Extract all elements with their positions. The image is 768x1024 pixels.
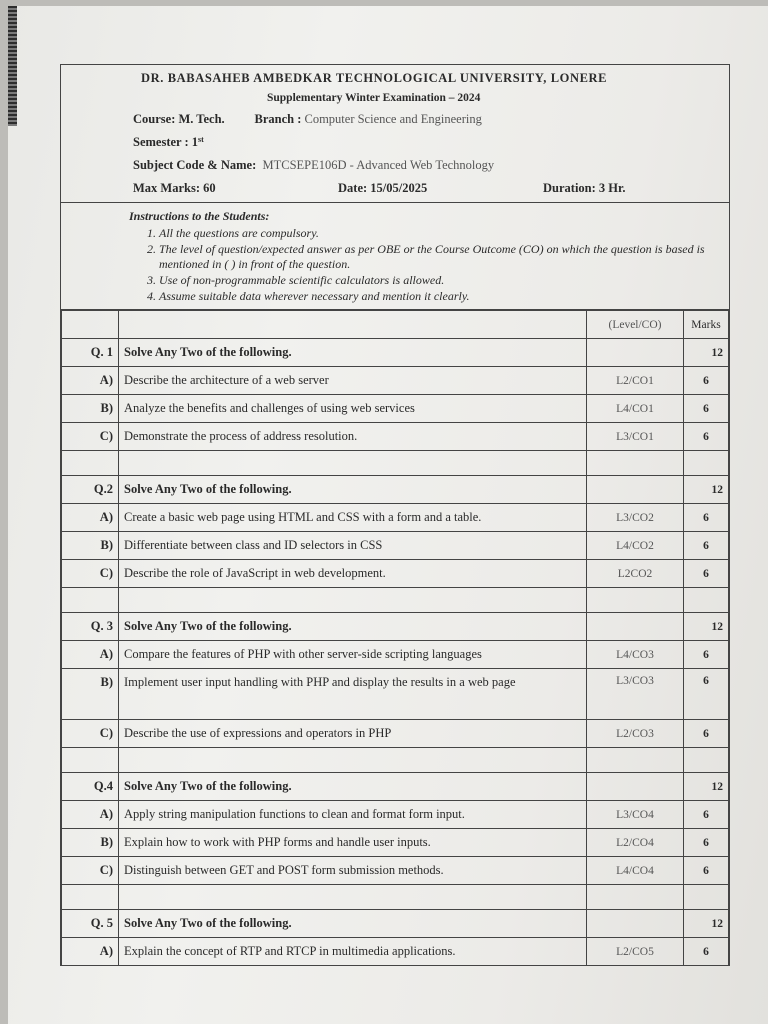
spacer-cell <box>62 588 119 613</box>
level-co-header: (Level/CO) <box>587 311 684 339</box>
question-row <box>62 339 729 367</box>
sub-question-level: L3/CO4 <box>587 801 684 829</box>
question-level-blank <box>587 613 684 641</box>
sub-question-level: L3/CO2 <box>587 504 684 532</box>
sub-question-row <box>62 395 729 423</box>
spacer-cell <box>119 451 587 476</box>
sub-question-text: Explain the concept of RTP and RTCP in multimedia applications. <box>119 938 587 966</box>
spacer-cell <box>684 748 729 773</box>
sub-question-row <box>62 367 729 395</box>
course-label: Course: <box>133 112 176 126</box>
sub-question-level: L4/CO3 <box>587 641 684 669</box>
questions-body <box>62 339 729 966</box>
sub-question-marks: 6 <box>684 395 729 423</box>
question-marks: 12 <box>684 339 729 367</box>
spacer-cell <box>587 588 684 613</box>
sub-question-marks: 6 <box>684 641 729 669</box>
question-marks: 12 <box>684 773 729 801</box>
sub-question-text: Implement user input handling with PHP and display the results in a web page <box>119 669 587 720</box>
sub-question-level: L3/CO3 <box>587 669 684 720</box>
question-row <box>62 613 729 641</box>
sub-question-label: B) <box>62 395 119 423</box>
sub-question-label: C) <box>62 560 119 588</box>
course-row <box>133 112 729 127</box>
sub-question-label: A) <box>62 641 119 669</box>
sub-question-label: A) <box>62 367 119 395</box>
question-number: Q. 5 <box>62 910 119 938</box>
spacer-row <box>62 588 729 613</box>
semester-row <box>133 135 729 150</box>
instruction-item: 2. The level of question/expected answer as per OBE or the Course Outcome (CO) on which the question is based is mentioned in ( ) in front of the question. <box>159 242 729 272</box>
sub-question-level: L2/CO5 <box>587 938 684 966</box>
question-title: Solve Any Two of the following. <box>119 613 587 641</box>
sub-question-row <box>62 532 729 560</box>
sub-question-text: Describe the architecture of a web server <box>119 367 587 395</box>
table-header-row <box>62 311 729 339</box>
sub-question-text: Describe the use of expressions and operators in PHP <box>119 720 587 748</box>
instruction-item: 4. Assume suitable data wherever necessary and mention it clearly. <box>159 289 729 304</box>
sub-question-level: L2CO2 <box>587 560 684 588</box>
exam-document <box>60 64 730 966</box>
spacer-cell <box>684 588 729 613</box>
header-blank-no <box>62 311 119 339</box>
spacer-cell <box>587 885 684 910</box>
university-name: DR. BABASAHEB AMBEDKAR TECHNOLOGICAL UNIVERSITY, LONERE <box>141 71 608 85</box>
exam-duration: Duration: 3 Hr. <box>543 181 626 195</box>
question-marks: 12 <box>684 613 729 641</box>
sub-question-text: Differentiate between class and ID selectors in CSS <box>119 532 587 560</box>
semester-value: 1 <box>191 135 199 149</box>
instruction-item: 1. All the questions are compulsory. <box>159 226 729 241</box>
sub-question-marks: 6 <box>684 367 729 395</box>
sub-question-label: A) <box>62 504 119 532</box>
instructions-title: Instructions to the Students: <box>129 209 270 223</box>
branch-value: Computer Science and Engineering <box>304 112 482 126</box>
spacer-cell <box>62 885 119 910</box>
spacer-row <box>62 748 729 773</box>
spacer-row <box>62 451 729 476</box>
question-number: Q. 3 <box>62 613 119 641</box>
question-number: Q.4 <box>62 773 119 801</box>
sub-question-label: C) <box>62 423 119 451</box>
sub-question-level: L2/CO4 <box>587 829 684 857</box>
sub-question-marks: 6 <box>684 720 729 748</box>
sub-question-marks: 6 <box>684 532 729 560</box>
marks-date-row <box>133 181 729 196</box>
question-level-blank <box>587 476 684 504</box>
sub-question-text: Create a basic web page using HTML and CSS with a form and a table. <box>119 504 587 532</box>
sub-question-label: C) <box>62 857 119 885</box>
question-row <box>62 476 729 504</box>
sub-question-marks: 6 <box>684 504 729 532</box>
marks-header: Marks <box>684 311 729 339</box>
sub-question-marks: 6 <box>684 801 729 829</box>
sub-question-text: Demonstrate the process of address resolution. <box>119 423 587 451</box>
spacer-cell <box>62 451 119 476</box>
sub-question-label: A) <box>62 801 119 829</box>
sub-question-marks: 6 <box>684 857 729 885</box>
sub-question-row <box>62 857 729 885</box>
sub-question-marks: 6 <box>684 423 729 451</box>
spacer-cell <box>587 451 684 476</box>
spacer-cell <box>587 748 684 773</box>
subject-row <box>133 158 729 173</box>
sub-question-row <box>62 669 729 720</box>
sub-question-row <box>62 938 729 966</box>
question-level-blank <box>587 773 684 801</box>
exam-title: Supplementary Winter Examination – 2024 <box>267 92 481 104</box>
semester-label: Semester : <box>133 135 189 149</box>
sub-question-text: Compare the features of PHP with other server-side scripting languages <box>119 641 587 669</box>
question-title: Solve Any Two of the following. <box>119 339 587 367</box>
question-title: Solve Any Two of the following. <box>119 476 587 504</box>
sub-question-text: Describe the role of JavaScript in web development. <box>119 560 587 588</box>
sub-question-text: Explain how to work with PHP forms and handle user inputs. <box>119 829 587 857</box>
questions-table <box>61 310 729 966</box>
sub-question-text: Apply string manipulation functions to clean and format form input. <box>119 801 587 829</box>
binder-edge <box>8 6 17 126</box>
sub-question-row <box>62 423 729 451</box>
sub-question-label: B) <box>62 829 119 857</box>
spacer-cell <box>119 748 587 773</box>
question-marks: 12 <box>684 910 729 938</box>
spacer-cell <box>119 588 587 613</box>
sub-question-row <box>62 720 729 748</box>
question-level-blank <box>587 910 684 938</box>
sub-question-row <box>62 641 729 669</box>
question-title: Solve Any Two of the following. <box>119 773 587 801</box>
course-value: M. Tech. <box>178 112 225 126</box>
exam-header <box>61 65 729 203</box>
sub-question-label: B) <box>62 669 119 720</box>
spacer-cell <box>684 885 729 910</box>
sub-question-row <box>62 801 729 829</box>
instruction-item: 3. Use of non-programmable scientific calculators is allowed. <box>159 273 729 288</box>
max-marks: Max Marks: 60 <box>133 181 216 195</box>
spacer-row <box>62 885 729 910</box>
sub-question-row <box>62 829 729 857</box>
branch-label: Branch : <box>254 112 302 126</box>
instructions-list <box>129 226 729 304</box>
sub-question-level: L2/CO1 <box>587 367 684 395</box>
subject-value: MTCSEPE106D - Advanced Web Technology <box>262 158 495 172</box>
sub-question-label: C) <box>62 720 119 748</box>
sub-question-level: L2/CO3 <box>587 720 684 748</box>
sub-question-row <box>62 504 729 532</box>
question-row <box>62 773 729 801</box>
semester-suffix: st <box>198 135 204 144</box>
question-title: Solve Any Two of the following. <box>119 910 587 938</box>
sub-question-level: L3/CO1 <box>587 423 684 451</box>
sub-question-marks: 6 <box>684 560 729 588</box>
question-marks: 12 <box>684 476 729 504</box>
spacer-cell <box>119 885 587 910</box>
question-number: Q. 1 <box>62 339 119 367</box>
sub-question-text: Analyze the benefits and challenges of using web services <box>119 395 587 423</box>
exam-paper <box>8 6 768 1024</box>
sub-question-level: L4/CO4 <box>587 857 684 885</box>
question-level-blank <box>587 339 684 367</box>
sub-question-level: L4/CO2 <box>587 532 684 560</box>
spacer-cell <box>684 451 729 476</box>
instructions-section <box>61 203 729 310</box>
sub-question-marks: 6 <box>684 669 729 720</box>
sub-question-label: B) <box>62 532 119 560</box>
sub-question-label: A) <box>62 938 119 966</box>
sub-question-text: Distinguish between GET and POST form submission methods. <box>119 857 587 885</box>
exam-date: Date: 15/05/2025 <box>338 181 428 195</box>
sub-question-row <box>62 560 729 588</box>
question-number: Q.2 <box>62 476 119 504</box>
header-blank-text <box>119 311 587 339</box>
question-row <box>62 910 729 938</box>
sub-question-marks: 6 <box>684 938 729 966</box>
sub-question-level: L4/CO1 <box>587 395 684 423</box>
subject-label: Subject Code & Name: <box>133 158 257 172</box>
spacer-cell <box>62 748 119 773</box>
sub-question-marks: 6 <box>684 829 729 857</box>
